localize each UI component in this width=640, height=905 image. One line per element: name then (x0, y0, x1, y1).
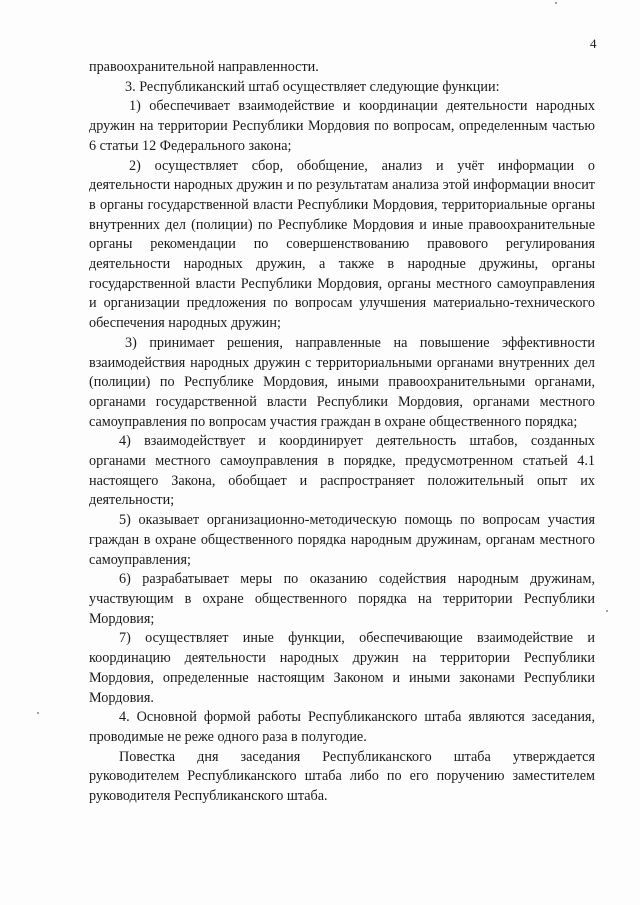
paragraph-item-4: 4. Основной формой работы Республиканского штаба являются заседания, проводимые не реже одного раза в полугодие. (89, 709, 595, 745)
scan-speck (606, 610, 608, 612)
paragraph-subitem-5: 5) оказывает организационно-методическую помощь по вопросам участия граждан в охране общественного порядка народным дружинам, органам местного самоуправления; (89, 512, 595, 568)
document-body (89, 58, 595, 807)
scan-speck (37, 712, 39, 714)
paragraph-subitem-3: 3) принимает решения, направленные на повышение эффективности взаимодействия народных дружин с территориальными органами внутренних дел (полиции) по Республике Мордовия, иными правоохранительными органами, органами государственной власти Республики Мордовия, органами местного самоуправления по вопросам участия граждан в охране общественного порядка; (89, 334, 595, 430)
paragraph-subitem-1: 1) обеспечивает взаимодействие и координации деятельности народных дружин на территории Республики Мордовия по вопросам, определенным частью 6 статьи 12 Федерального закона; (89, 98, 595, 154)
paragraph-subitem-7: 7) осуществляет иные функции, обеспечивающие взаимодействие и координацию деятельности народных дружин на территории Республики Мордовия, определенные настоящим Законом и иными законами Республики Мордовия. (89, 630, 595, 706)
paragraph-continuation: правоохранительной направленности. (89, 59, 319, 75)
paragraph-item-3-heading: 3. Республиканский штаб осуществляет следующие функции: (125, 78, 500, 95)
paragraph-agenda: Повестка дня заседания Республиканского штаба утверждается руководителем Республиканского штаба либо по его поручению заместителем руководителя Республиканского штаба. (89, 748, 595, 805)
page-number: 4 (590, 36, 597, 51)
paragraph-subitem-2: 2) осуществляет сбор, обобщение, анализ и учёт информации о деятельности народных дружин и по результатам анализа этой информации вносит в органы государственной власти Республики Мордовия, территориальные органы внутренних дел (полиции) по Республике Мордовия и иные правоохранительные органы рекомендации по совершенствованию правового регулирования деятельности народных дружин, а также в народные дружины, органы государственной власти Республики Мордовия, органы местного самоуправления и организации предложения по вопросам улучшения материально-технического обеспечения народных дружин; (89, 157, 595, 332)
paragraph-subitem-6: 6) разрабатывает меры по оказанию содействия народным дружинам, участвующим в охране общественного порядка на территории Республики Мордовия; (89, 571, 595, 627)
scan-speck (555, 2, 557, 4)
paragraph-subitem-4: 4) взаимодействует и координирует деятельность штабов, созданных органами местного самоуправления в порядке, предусмотренном статьей 4.1 настоящего Закона, обобщает и распространяет положительный опыт их деятельности; (89, 433, 595, 509)
